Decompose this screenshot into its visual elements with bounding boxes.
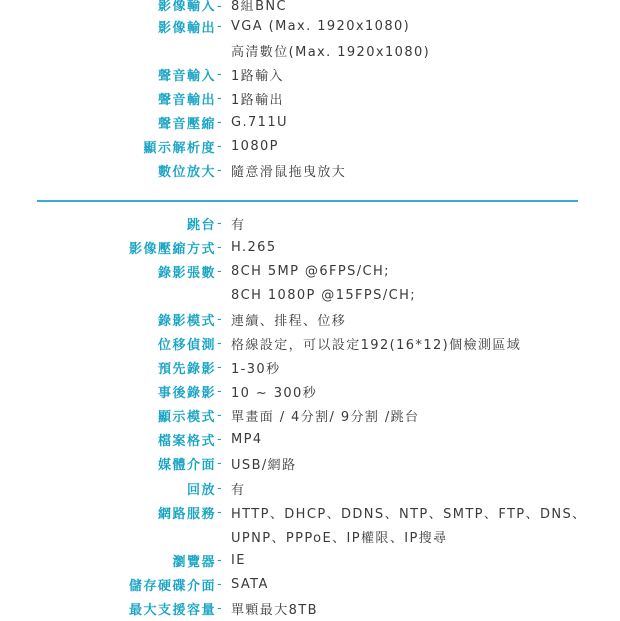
spec-separator: - — [217, 384, 222, 400]
spec-label: 影像壓縮方式 — [128, 241, 216, 257]
spec-row — [0, 428, 620, 452]
spec-value: MP4 — [231, 432, 263, 448]
spec-separator: - — [217, 432, 222, 448]
spec-label: 顯示解析度 — [143, 141, 216, 157]
spec-label: 錄影模式 — [157, 313, 216, 329]
spec-value: 1-30秒 — [231, 362, 281, 378]
spec-label: 事後錄影 — [157, 386, 216, 402]
spec-row — [0, 404, 620, 428]
spec-value: 有 — [231, 217, 246, 233]
spec-value: 連續、排程、位移 — [231, 313, 347, 329]
spec-label: 錄影張數 — [157, 265, 216, 281]
spec-separator: - — [217, 552, 222, 568]
spec-label: 聲音壓縮 — [157, 116, 216, 132]
spec-row — [0, 452, 620, 476]
spec-value: VGA (Max. 1920x1080) — [231, 18, 411, 34]
spec-value: HTTP、DHCP、DDNS、NTP、SMTP、FTP、DNS、 — [231, 506, 587, 522]
spec-separator: - — [217, 239, 222, 255]
spec-row — [0, 211, 620, 235]
spec-row — [0, 476, 620, 500]
spec-value: 10 ~ 300秒 — [231, 386, 318, 402]
spec-separator: - — [217, 114, 222, 130]
spec-label: 媒體介面 — [157, 458, 216, 474]
spec-label: 影像輸出 — [157, 20, 216, 36]
spec-separator: - — [217, 360, 222, 376]
spec-row — [0, 307, 620, 331]
spec-value: G.711U — [231, 114, 288, 130]
spec-label: 瀏覽器 — [172, 554, 216, 570]
spec-row — [0, 259, 620, 283]
spec-list-recording — [0, 211, 620, 621]
spec-value: UPNP、PPPoE、IP權限、IP搜尋 — [231, 530, 448, 546]
spec-row — [0, 331, 620, 355]
spec-separator: - — [217, 601, 222, 617]
spec-row — [0, 283, 620, 307]
spec-label: 聲音輸出 — [157, 92, 216, 108]
spec-value: 單畫面 / 4分割/ 9分割 /跳台 — [231, 410, 420, 426]
spec-row — [0, 159, 620, 183]
spec-value: USB/網路 — [231, 458, 297, 474]
spec-separator: - — [217, 480, 222, 496]
spec-value: 高清數位(Max. 1920x1080) — [231, 44, 431, 60]
spec-row — [0, 548, 620, 572]
spec-row — [0, 380, 620, 404]
spec-row — [0, 14, 620, 38]
spec-label: 聲音輸入 — [157, 68, 216, 84]
spec-value: 有 — [231, 482, 246, 498]
spec-value: IE — [231, 552, 246, 568]
spec-separator: - — [217, 311, 222, 327]
spec-value: 隨意滑鼠拖曳放大 — [231, 165, 347, 181]
spec-label: 位移偵測 — [157, 338, 216, 354]
spec-label: 最大支援容量 — [128, 603, 216, 619]
spec-row — [0, 356, 620, 380]
spec-value: 1路輸入 — [231, 68, 284, 84]
spec-separator: - — [217, 456, 222, 472]
spec-value: 8CH 1080P @15FPS/CH; — [231, 287, 417, 303]
spec-separator: - — [217, 66, 222, 82]
spec-label: 預先錄影 — [157, 362, 216, 378]
spec-row — [0, 110, 620, 134]
spec-row — [0, 0, 620, 14]
spec-value: 格線設定，可以設定192(16*12)個檢測區域 — [231, 338, 522, 354]
spec-value: SATA — [231, 576, 269, 592]
spec-separator: - — [217, 163, 222, 179]
spec-row — [0, 235, 620, 259]
spec-label: 檔案格式 — [157, 434, 216, 450]
spec-label: 顯示模式 — [157, 410, 216, 426]
spec-separator: - — [217, 215, 222, 231]
spec-row — [0, 62, 620, 86]
spec-value: 1080P — [231, 139, 279, 155]
spec-row — [0, 500, 620, 524]
spec-label: 跳台 — [186, 217, 216, 233]
spec-label: 數位放大 — [157, 165, 216, 181]
spec-value: 單顆最大8TB — [231, 603, 318, 619]
spec-separator: - — [217, 18, 222, 34]
spec-row — [0, 134, 620, 158]
spec-list-video-audio — [0, 0, 620, 183]
spec-separator: - — [217, 336, 222, 352]
spec-label: 儲存硬碟介面 — [128, 578, 216, 594]
spec-row — [0, 572, 620, 596]
spec-value: H.265 — [231, 239, 277, 255]
spec-row — [0, 86, 620, 110]
spec-label: 網路服務 — [157, 506, 216, 522]
spec-value: 1路輸出 — [231, 92, 284, 108]
spec-separator: - — [217, 263, 222, 279]
spec-separator: - — [217, 139, 222, 155]
section-divider — [37, 200, 578, 202]
spec-row — [0, 597, 620, 621]
spec-separator: - — [217, 0, 222, 14]
spec-row — [0, 38, 620, 62]
spec-value: 8組BNC — [231, 0, 287, 14]
spec-separator: - — [217, 408, 222, 424]
spec-value: 8CH 5MP @6FPS/CH; — [231, 263, 390, 279]
spec-label: 回放 — [186, 482, 216, 498]
spec-separator: - — [217, 90, 222, 106]
spec-row — [0, 524, 620, 548]
spec-separator: - — [217, 504, 222, 520]
spec-label: 影像輸入 — [157, 0, 216, 14]
spec-separator: - — [217, 576, 222, 592]
